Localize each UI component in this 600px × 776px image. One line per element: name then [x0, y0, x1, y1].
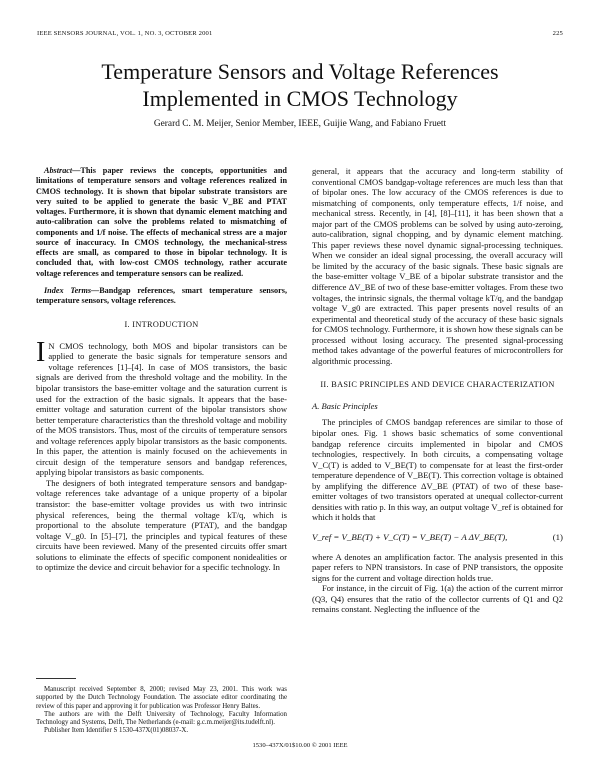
intro-paragraph-2: The designers of both integrated temperature sensors and bandgap-voltage references take advantage of a unique property of a bipolar transistor: the base-emitter voltage provides us with two intrinsic physical references, being the thermal voltage kT/q, which is proportional to the absolute temperature (PTAT), and the bandgap voltage V_g0. In [5]–[7], the principles and typical features of these circuits have been reviewed. Many of the presented circuits offer smart solutions to eliminate the effects of specific component nonidealities or to optimize the device and circuit behavior for a specific technology. In [36, 477, 287, 573]
footnotes [36, 686, 287, 736]
subsection-heading: A. Basic Principles [312, 400, 378, 411]
footnote-rule [36, 678, 76, 679]
drop-cap: I [36, 336, 46, 368]
abstract [36, 166, 287, 279]
index-terms-label: Index Terms— [44, 285, 100, 295]
right-column [312, 166, 563, 615]
title-line-2: Implemented in CMOS Technology [142, 86, 458, 111]
footnote-identifier: Publisher Item Identifier S 1530-437X(01)08037-X. [44, 727, 189, 735]
intro-paragraph-1-text: N CMOS technology, both MOS and bipolar transistors can be applied to generate the basic signals for temperature sensors and voltage references [1]–[4]. In case of MOS transistors, the basic signals are derived from the threshold voltage and the mobility. In the bipolar transistors the base-emitter voltage and the saturation current is used for the extraction of the basic signals. It appears that the base-emitter voltage and saturation current of the bipolar transistors show better temperature characteristics than the threshold voltage and mobility of the MOS transistors. Thus, most of the circuits of temperature sensors and voltage references apply bipolar transistors as the basic components. In this paper, the attention is mainly focused on the achievements in circuit design of the temperature sensors and bandgap references, applying bipolar transistors as basic components. [36, 340, 287, 478]
author-list: Gerard C. M. Meijer, Senior Member, IEEE, Guijie Wang, and Fabiano Fruett [153, 119, 447, 129]
journal-name: IEEE SENSORS JOURNAL, VOL. 1, NO. 3, OCTOBER 2001 [37, 30, 213, 37]
right-paragraph-3: where A denotes an amplification factor. The analysis presented in this paper refers to NPN transistors. In case of PNP transistors, the opposite signs for the current and voltage direction holds true. [312, 551, 563, 583]
right-paragraph-4: For instance, in the circuit of Fig. 1(a) the action of the current mirror (Q3, Q4) ensures that the ratio of the collector currents of Q1 and Q2 remains constant. Neglecting the influence of the [312, 583, 563, 615]
section-heading-basic-principles: II. BASIC PRINCIPLES AND DEVICE CHARACTERIZATION [320, 380, 555, 390]
equation-body: V_ref = V_BE(T) + V_C(T) = V_BE(T) − A ΔV_BE(T), [312, 531, 508, 542]
equation-1 [312, 532, 563, 543]
right-paragraph-2: The principles of CMOS bandgap references are similar to those of bipolar ones. Fig. 1 shows basic schematics of some conventional bandgap reference circuits implemented in bipolar and CMOS technologies, respectively. In both circuits, a compensating voltage V_C(T) is added to V_BE(T) to compensate for at least the first-order temperature dependence of V_BE(T). This correction voltage is obtained by amplifying the difference ΔV_BE (PTAT) of two of these base-emitter voltages of two transistors operated at unequal collector-current densities with ratio p. In this way, an output voltage V_ref is obtained for which it holds that [312, 417, 563, 523]
index-terms [36, 286, 287, 307]
equation-number: (1) [552, 531, 563, 542]
intro-paragraph-1 [36, 336, 287, 478]
paper-title [0, 58, 600, 112]
section-heading-introduction: I. INTRODUCTION [124, 320, 199, 330]
copyright-footer: 1530–437X/01$10.00 © 2001 IEEE [252, 742, 348, 749]
footnote-affiliation: The authors are with the Delft University of Technology, Faculty Information Technology and Systems, Delft, The Netherlands (e-mail: g.c.m.meijer@its.tudelft.nl). [36, 710, 287, 727]
running-header [37, 30, 563, 40]
right-paragraph-1: general, it appears that the accuracy and long-term stability of conventional CMOS bandgap-voltage references are much less than that of bipolar ones. The low accuracy of the CMOS references is due to mismatching of components, only temperature effects, 1/f noise, and mechanical stress. Recently, in [4], [8]–[11], it has been shown that a major part of the CMOS problems can be solved by using auto-zeroing, auto-calibration, signal chopping, and by dynamic element matching. This paper reviews these novel dynamic signal-processing techniques. When we consider an ideal signal processing, the overall accuracy will be limited by the accuracy of the basic signals. These basic signals are the base-emitter voltage V_BE of a bipolar substrate transistor and the difference ΔV_BE of two of these base-emitter voltages. From these two voltages, the intrinsic signals, the thermal voltage kT/q, and the bandgap voltage V_g0 are extracted. This paper presents novel results of an experimental and theoretical study of the accuracy of these basic signals for CMOS technology. Furthermore, it is shown how these signals can be processed without losing accuracy. The presented signal-processing method takes advantage of the powerful features of microcontrollers for algorithmic processing. [312, 166, 563, 366]
page-number: 225 [552, 30, 563, 37]
index-terms-text: Bandgap references, smart temperature sensors, temperature sensors, voltage references. [36, 285, 288, 305]
title-line-1: Temperature Sensors and Voltage References [101, 59, 499, 84]
footnote-manuscript: Manuscript received September 8, 2000; revised May 23, 2001. This work was supported by the Dutch Technology Foundation. The associate editor coordinating the review of this paper and approving it for publication was Professor Henry Baltes. [36, 686, 287, 710]
abstract-text: This paper reviews the concepts, opportunities and limitations of temperature sensors and voltage references realized in CMOS technology. It is shown that bipolar substrate transistors are very suited to be applied to generate the basic V_BE and PTAT voltages. Furthermore, it is shown that dynamic element matching and auto-calibration can solve the problems related to mismatching of components and 1/f noise. The effects of mechanical stress are a major source of inaccuracy. In CMOS technology, the mechanical-stress effects are small, as compared to those in bipolar technology. It is concluded that, with low-cost CMOS technology, rather accurate voltage references and temperature sensors can be realized. [36, 166, 287, 278]
abstract-label: Abstract— [44, 166, 81, 175]
left-column [36, 166, 287, 573]
